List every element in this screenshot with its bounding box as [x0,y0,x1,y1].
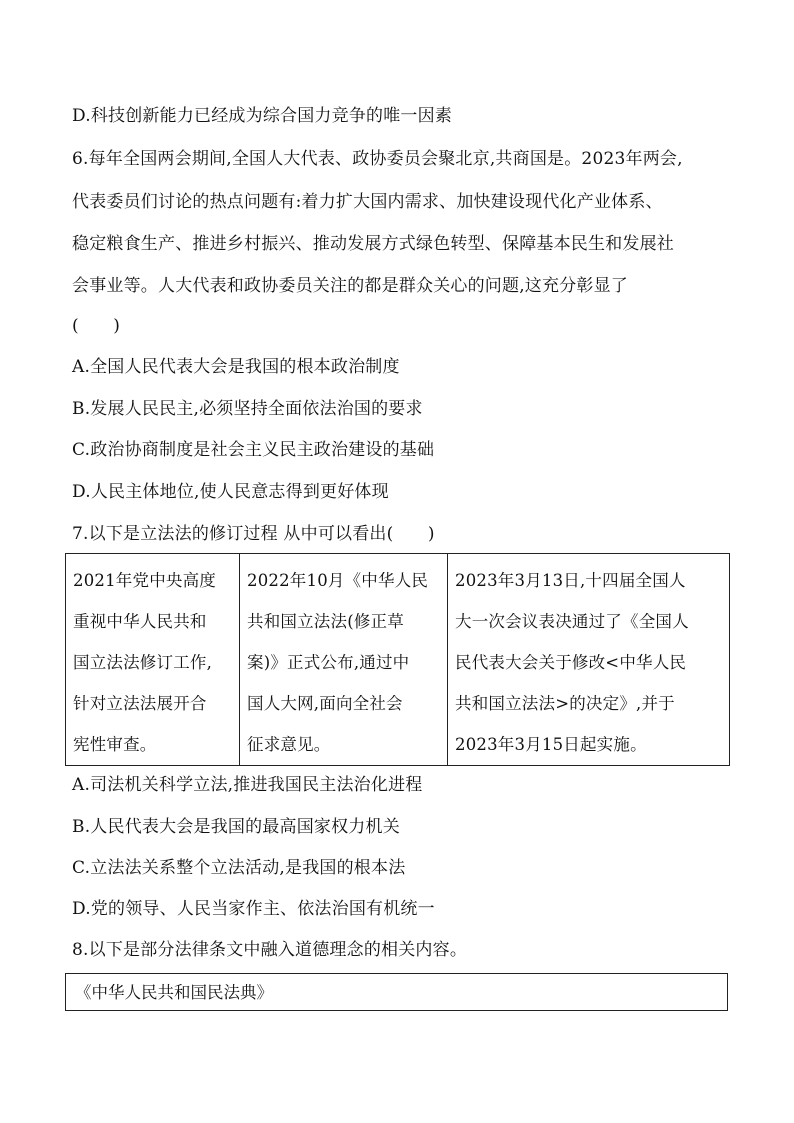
q6-stem-line-2: 代表委员们讨论的热点问题有:着力扩大国内需求、加快建设现代化产业体系、 [72,192,663,212]
q8-stem: 8.以下是部分法律条文中融入道德理念的相关内容。 [72,940,468,960]
cell-line: 2023年3月15日起实施。 [455,735,647,754]
q8-law-box [65,973,728,1011]
q7-option-b: B.人民代表大会是我国的最高国家权力机关 [72,817,400,837]
cell-line: 案)》正式公布,通过中 [247,653,410,672]
q5-option-d: D.科技创新能力已经成为综合国力竞争的唯一因素 [72,106,453,126]
cell-line: 2023年3月13日,十四届全国人 [455,571,686,590]
cell-line: 共和国立法法(修正草 [247,612,404,631]
cell-line: 征求意见。 [247,735,331,754]
cell-line: 宪性审查。 [73,735,157,754]
cell-line: 重视中华人民共和 [73,612,207,631]
q7-table-row [66,554,730,766]
q7-option-c: C.立法法关系整个立法活动,是我国的根本法 [72,858,406,878]
q7-cell-2023 [448,554,730,766]
cell-line: 国立法法修订工作, [73,653,213,672]
q6-option-a: A.全国人民代表大会是我国的根本政治制度 [72,357,400,377]
q6-stem-line-1: 6.每年全国两会期间,全国人大代表、政协委员会聚北京,共商国是。2023年两会, [72,149,683,169]
q6-option-c: C.政治协商制度是社会主义民主政治建设的基础 [72,440,435,460]
q6-stem-line-4: 会事业等。人大代表和政协委员关注的都是群众关心的问题,这充分彰显了 [72,276,629,296]
cell-line: 大一次会议表决通过了《全国人 [455,612,689,631]
q6-answer-blank: ( ) [72,316,121,336]
q7-cell-2021 [66,554,240,766]
q7-stem: 7.以下是立法法的修订过程 从中可以看出( ) [72,524,435,544]
q7-option-d: D.党的领导、人民当家作主、依法治国有机统一 [72,899,435,919]
cell-line: 2022年10月《中华人民 [247,571,429,590]
q8-box-title: 《中华人民共和国民法典》 [75,983,273,1002]
q7-table [65,553,730,766]
cell-line: 针对立法法展开合 [73,694,207,713]
q6-option-d: D.人民主体地位,使人民意志得到更好体现 [72,482,389,502]
cell-line: 共和国立法法>的决定》,并于 [455,694,675,713]
q7-option-a: A.司法机关科学立法,推进我国民主法治化进程 [72,775,423,795]
cell-line: 民代表大会关于修改<中华人民 [455,653,687,672]
cell-line: 国人大网,面向全社会 [247,694,403,713]
q6-stem-line-3: 稳定粮食生产、推进乡村振兴、推动发展方式绿色转型、保障基本民生和发展社 [72,234,674,254]
q6-option-b: B.发展人民民主,必须坚持全面依法治国的要求 [72,399,423,419]
cell-line: 2021年党中央高度 [73,571,216,590]
q7-cell-2022 [240,554,448,766]
